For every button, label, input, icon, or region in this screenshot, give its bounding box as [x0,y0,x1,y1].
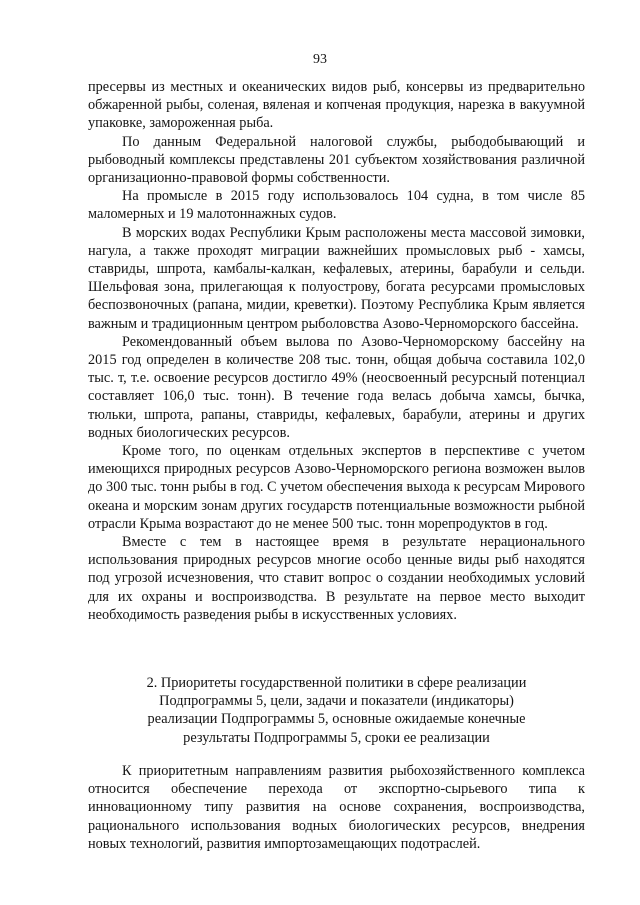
paragraph-products: пресервы из местных и океанических видов рыб, консервы из предварительно обжаренной рыбы, соленая, вяленая и копченая продукция, нарезка в вакуумной упаковке, замороженная рыба. [88,79,585,132]
section-heading-line: реализации Подпрограммы 5, основные ожидаемые конечные [147,711,526,728]
paragraph-tax-service: По данным Федеральной налоговой службы, рыбодобывающий и рыбоводный комплексы представлены 201 субъектом хозяйствования различной организационно-правовой формы собственности. [88,133,585,187]
paragraph-catch-volume: Рекомендованный объем вылова по Азово-Черноморскому бассейну на 2015 год определен в количестве 208 тыс. тонн, общая добыча составила 102,0 тыс. т, т.е. освоение ресурсов достигло 49% (неосвоенный ресурсный потенциал составляет 106,0 тыс. тонн). В течение года велась добыча хамсы, бычка, тюльки, шпрота, рапаны, ставриды, кефалевых, барабули, атерины и других водных биологических ресурсов. [88,333,585,441]
closing-text [88,762,585,853]
section-heading-line: 2. Приоритеты государственной политики в сфере реализации [146,675,527,691]
page-number: 93 [313,52,327,67]
paragraph-conservation: Вместе с тем в настоящее время в результате нерационального использования природных ресурсов многие особо ценные виды рыб находятся под угрозой исчезновения, что ставит вопрос о создании необходимых условий для их охраны и воспроизводства. В результате на первое место выходит необходимость разведения рыбы в искусственных условиях. [88,534,585,623]
section-heading-line: Подпрограммы 5, цели, задачи и показатели (индикаторы) [159,693,514,710]
paragraph-expert-estimates: Кроме того, по оценкам отдельных экспертов в перспективе с учетом имеющихся природных ресурсов Азово-Черноморского региона возможен вылов до 300 тыс. тонн рыбы в год. С учетом обеспечения выхода к ресурсам Мирового океана и морским зонам других государств потенциальные возможности рыбной отрасли Крыма возрастают до не менее 500 тыс. тонн морепродуктов в год. [88,443,585,532]
paragraph-priorities: К приоритетным направлениям развития рыбохозяйственного комплекса относится обеспечение перехода от экспортно-сырьевого типа к инновационному типу развития на основе сохранения, воспроизводства, рационального использования водных биологических ресурсов, внедрения новых технологий, развития импортозамещающих подотраслей. [88,763,585,852]
section-heading-line: результаты Подпрограммы 5, сроки ее реализации [183,729,490,746]
paragraph-vessels: На промысле в 2015 году использовалось 104 судна, в том числе 85 маломерных и 19 малотоннажных судов. [88,188,585,223]
body-text [88,78,585,624]
section-heading [88,674,585,747]
paragraph-sea-waters: В морских водах Республики Крым расположены места массовой зимовки, нагула, а также проходят миграции важнейших промысловых рыб - хамсы, ставриды, шпрота, камбалы-калкан, кефалевых, атерины, барабули и сельди. Шельфовая зона, прилегающая к полуострову, богата ресурсами промысловых беспозвоночных (рапана, мидии, креветки). Поэтому Республика Крым является важным и традиционным центром рыболовства Азово-Черноморского бассейна. [88,224,585,332]
